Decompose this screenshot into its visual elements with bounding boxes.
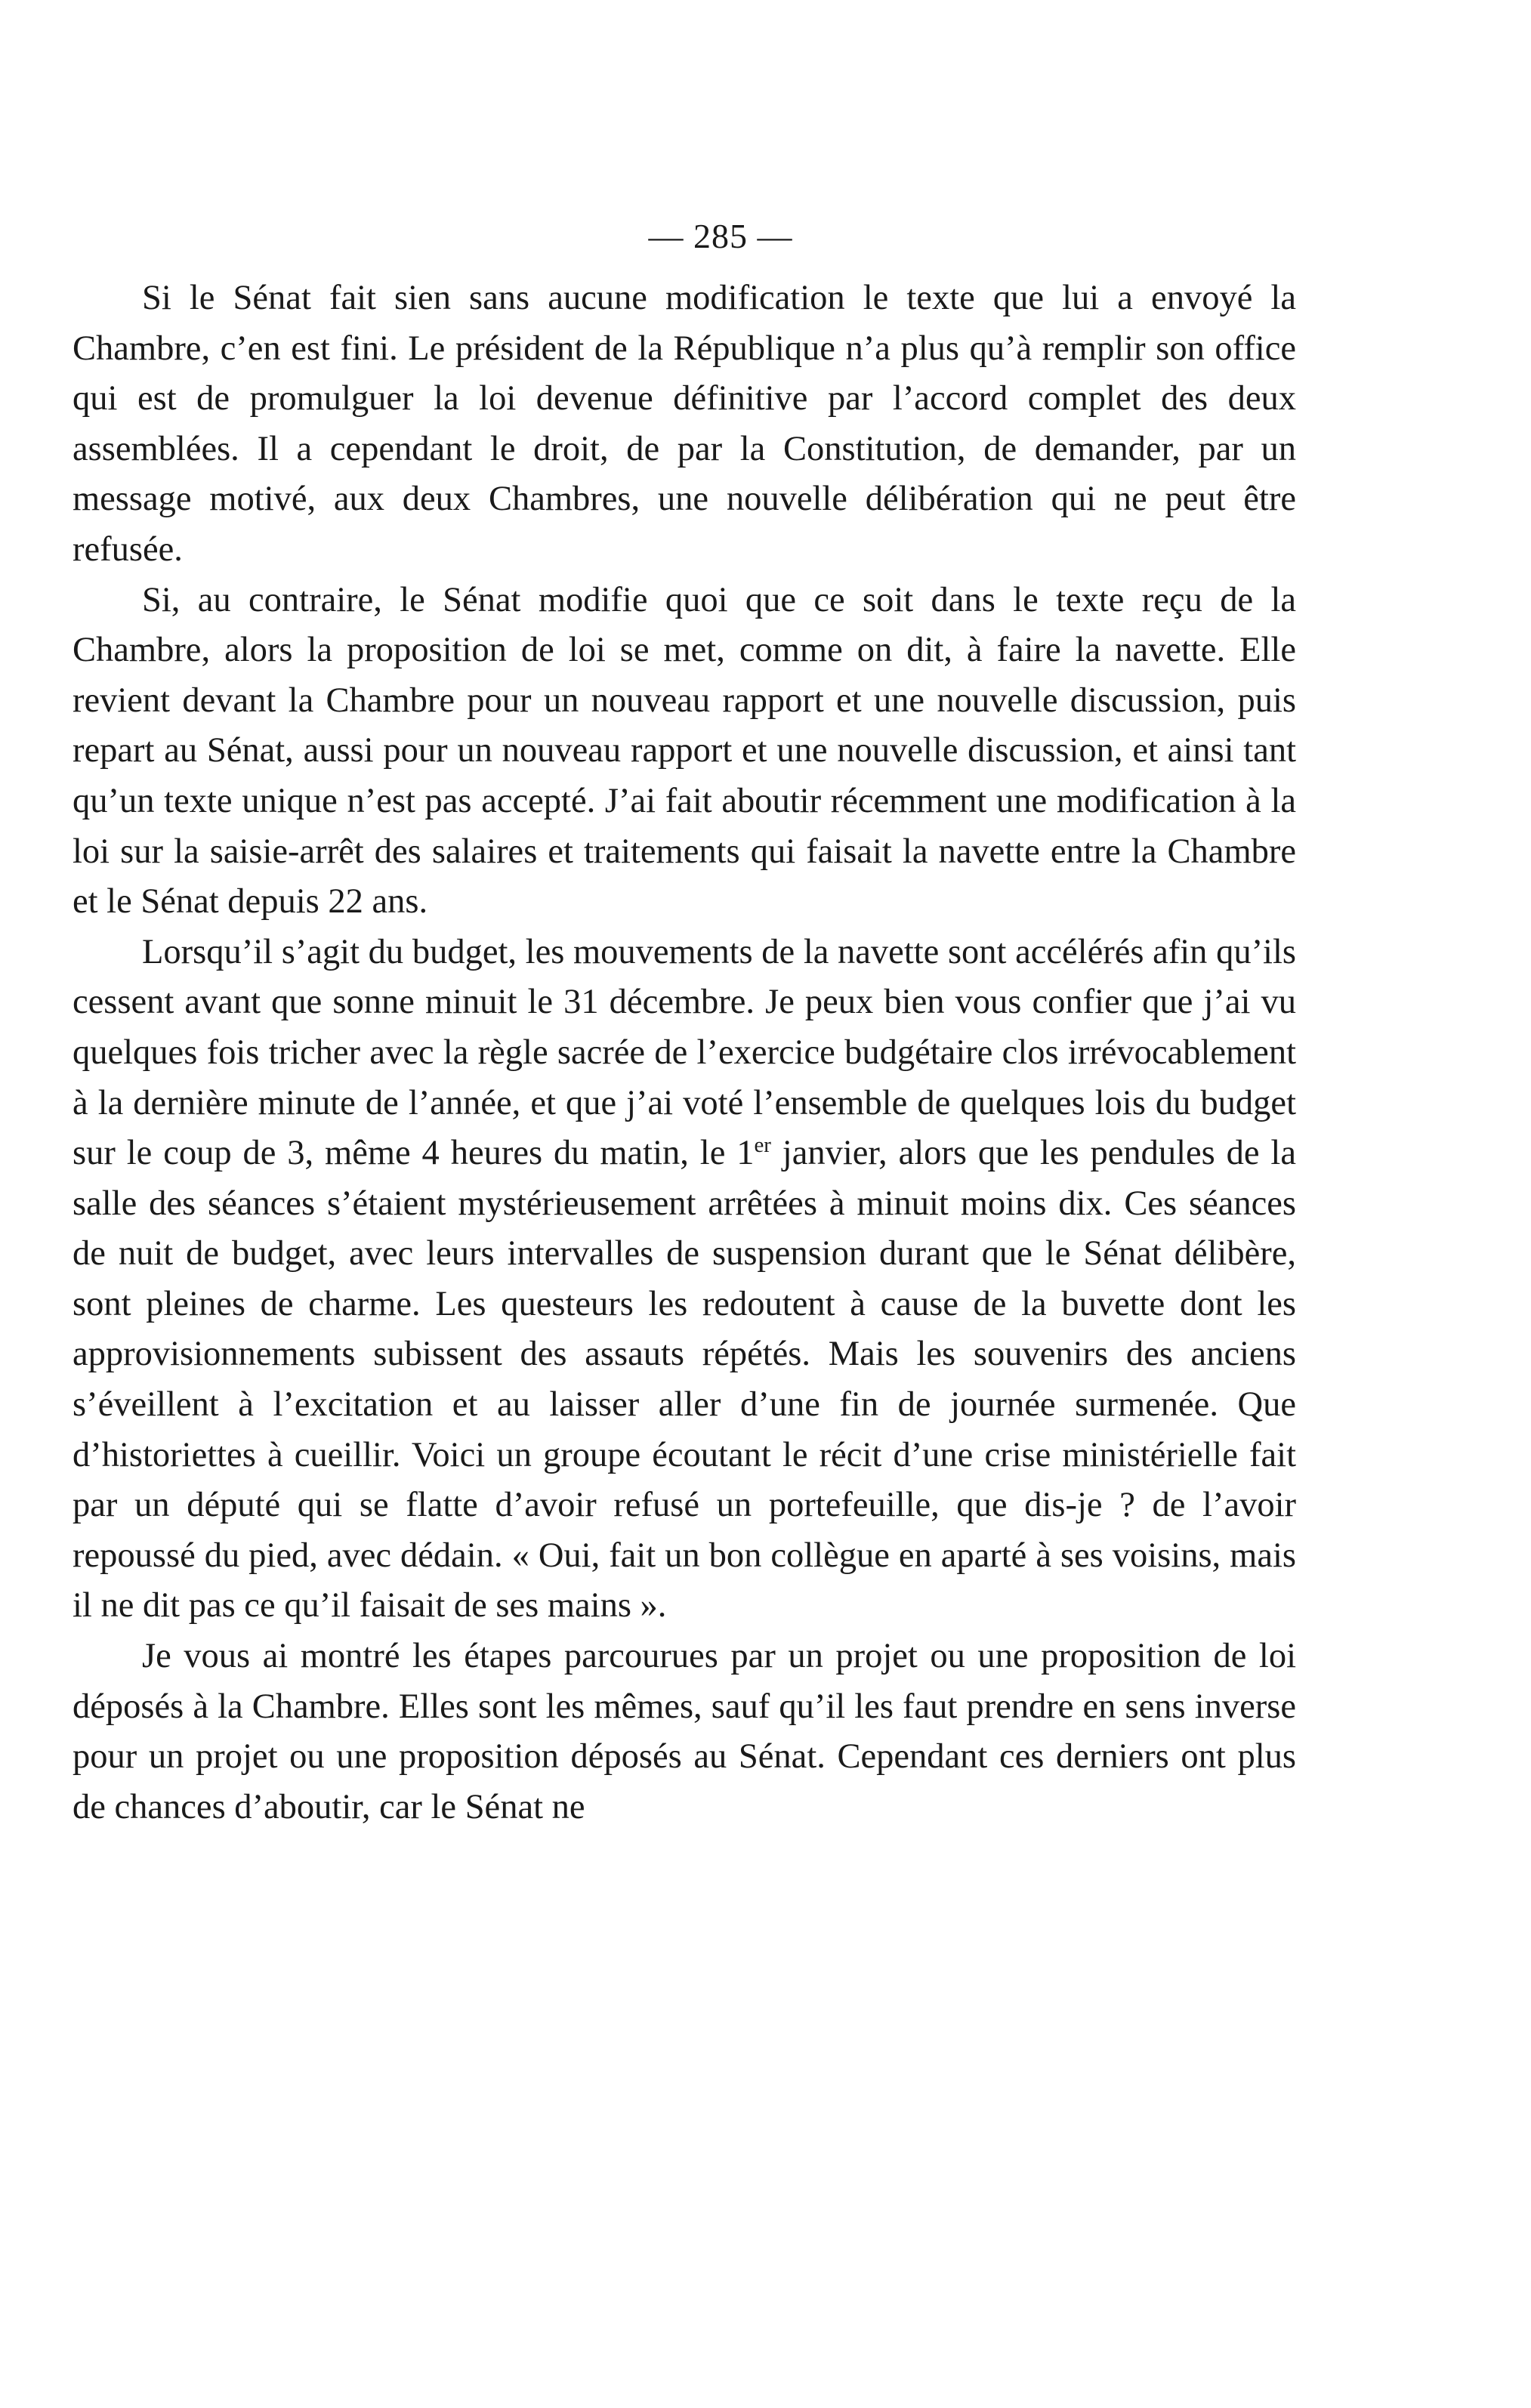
body-text xyxy=(73,273,1296,1832)
page-number: — 285 — xyxy=(648,217,793,255)
paragraph-2: Si, au contraire, le Sénat modifie quoi que ce soit dans le texte reçu de la Chambre, alors la proposition de loi se met, comme on dit, à faire la navette. Elle revient devant la Chambre pour un nouveau rapport et une nouvelle discussion, puis repart au Sénat, aussi pour un nouveau rapport et une nouvelle discussion, et ainsi tant qu’un texte unique n’est pas accepté. J’ai fait aboutir récemment une modification à la loi sur la saisie-arrêt des salaires et traitements qui faisait la navette entre la Chambre et le Sénat depuis 22 ans. xyxy=(73,580,1296,922)
paragraph-3 xyxy=(73,928,1296,1632)
paragraph-1: Si le Sénat fait sien sans aucune modification le texte que lui a envoyé la Chambre, c’en est fini. Le président de la République n’a plus qu’à remplir son office qui est de promulguer la loi devenue définitive par l’accord complet des deux assemblées. Il a cependant le droit, de par la Constitution, de demander, par un message motivé, aux deux Chambres, une nouvelle délibération qui ne peut être refusée. xyxy=(73,279,1296,569)
superscript-er: er xyxy=(754,1133,771,1158)
paragraph-3-text-end: janvier, alors que les pendules de la salle des séances s’étaient mystérieusement arrêtées à minuit moins dix. Ces séances de nuit de budget, avec leurs intervalles de suspension durant que le Sénat délibère, sont pleines de charme. Les questeurs les redoutent à cause de la buvette dont les approvisionnements subissent des assauts répétés. Mais les souvenirs des anciens s’éveillent à l’excitation et au laisser aller d’une fin de journée surmenée. Que d’historiettes à cueillir. Voici un groupe écoutant le récit d’une crise ministérielle fait par un député qui se flatte d’avoir refusé un portefeuille, que dis-je ? de l’avoir repoussé du pied, avec dédain. « Oui, fait un bon collègue en aparté à ses voisins, mais il ne dit pas ce qu’il faisait de ses mains ». xyxy=(73,1134,1296,1625)
paragraph-3-text-start: Lorsqu’il s’agit du budget, les mouvements de la navette sont accélérés afin qu’ils cessent avant que sonne minuit le 31 décembre. Je peux bien vous confier que j’ai vu quelques fois tricher avec la règle sacrée de l’exercice budgétaire clos irrévocablement à la dernière minute de l’année, et que j’ai voté l’ensemble de quelques lois du budget sur le coup de 3, même 4 heures du matin, le 1 xyxy=(73,932,1296,1173)
paragraph-4: Je vous ai montré les étapes parcourues par un projet ou une proposition de loi déposés à la Chambre. Elles sont les mêmes, sauf qu’il les faut prendre en sens inverse pour un projet ou une proposition déposés au Sénat. Cependant ces derniers ont plus de chances d’aboutir, car le Sénat ne xyxy=(73,1637,1296,1826)
